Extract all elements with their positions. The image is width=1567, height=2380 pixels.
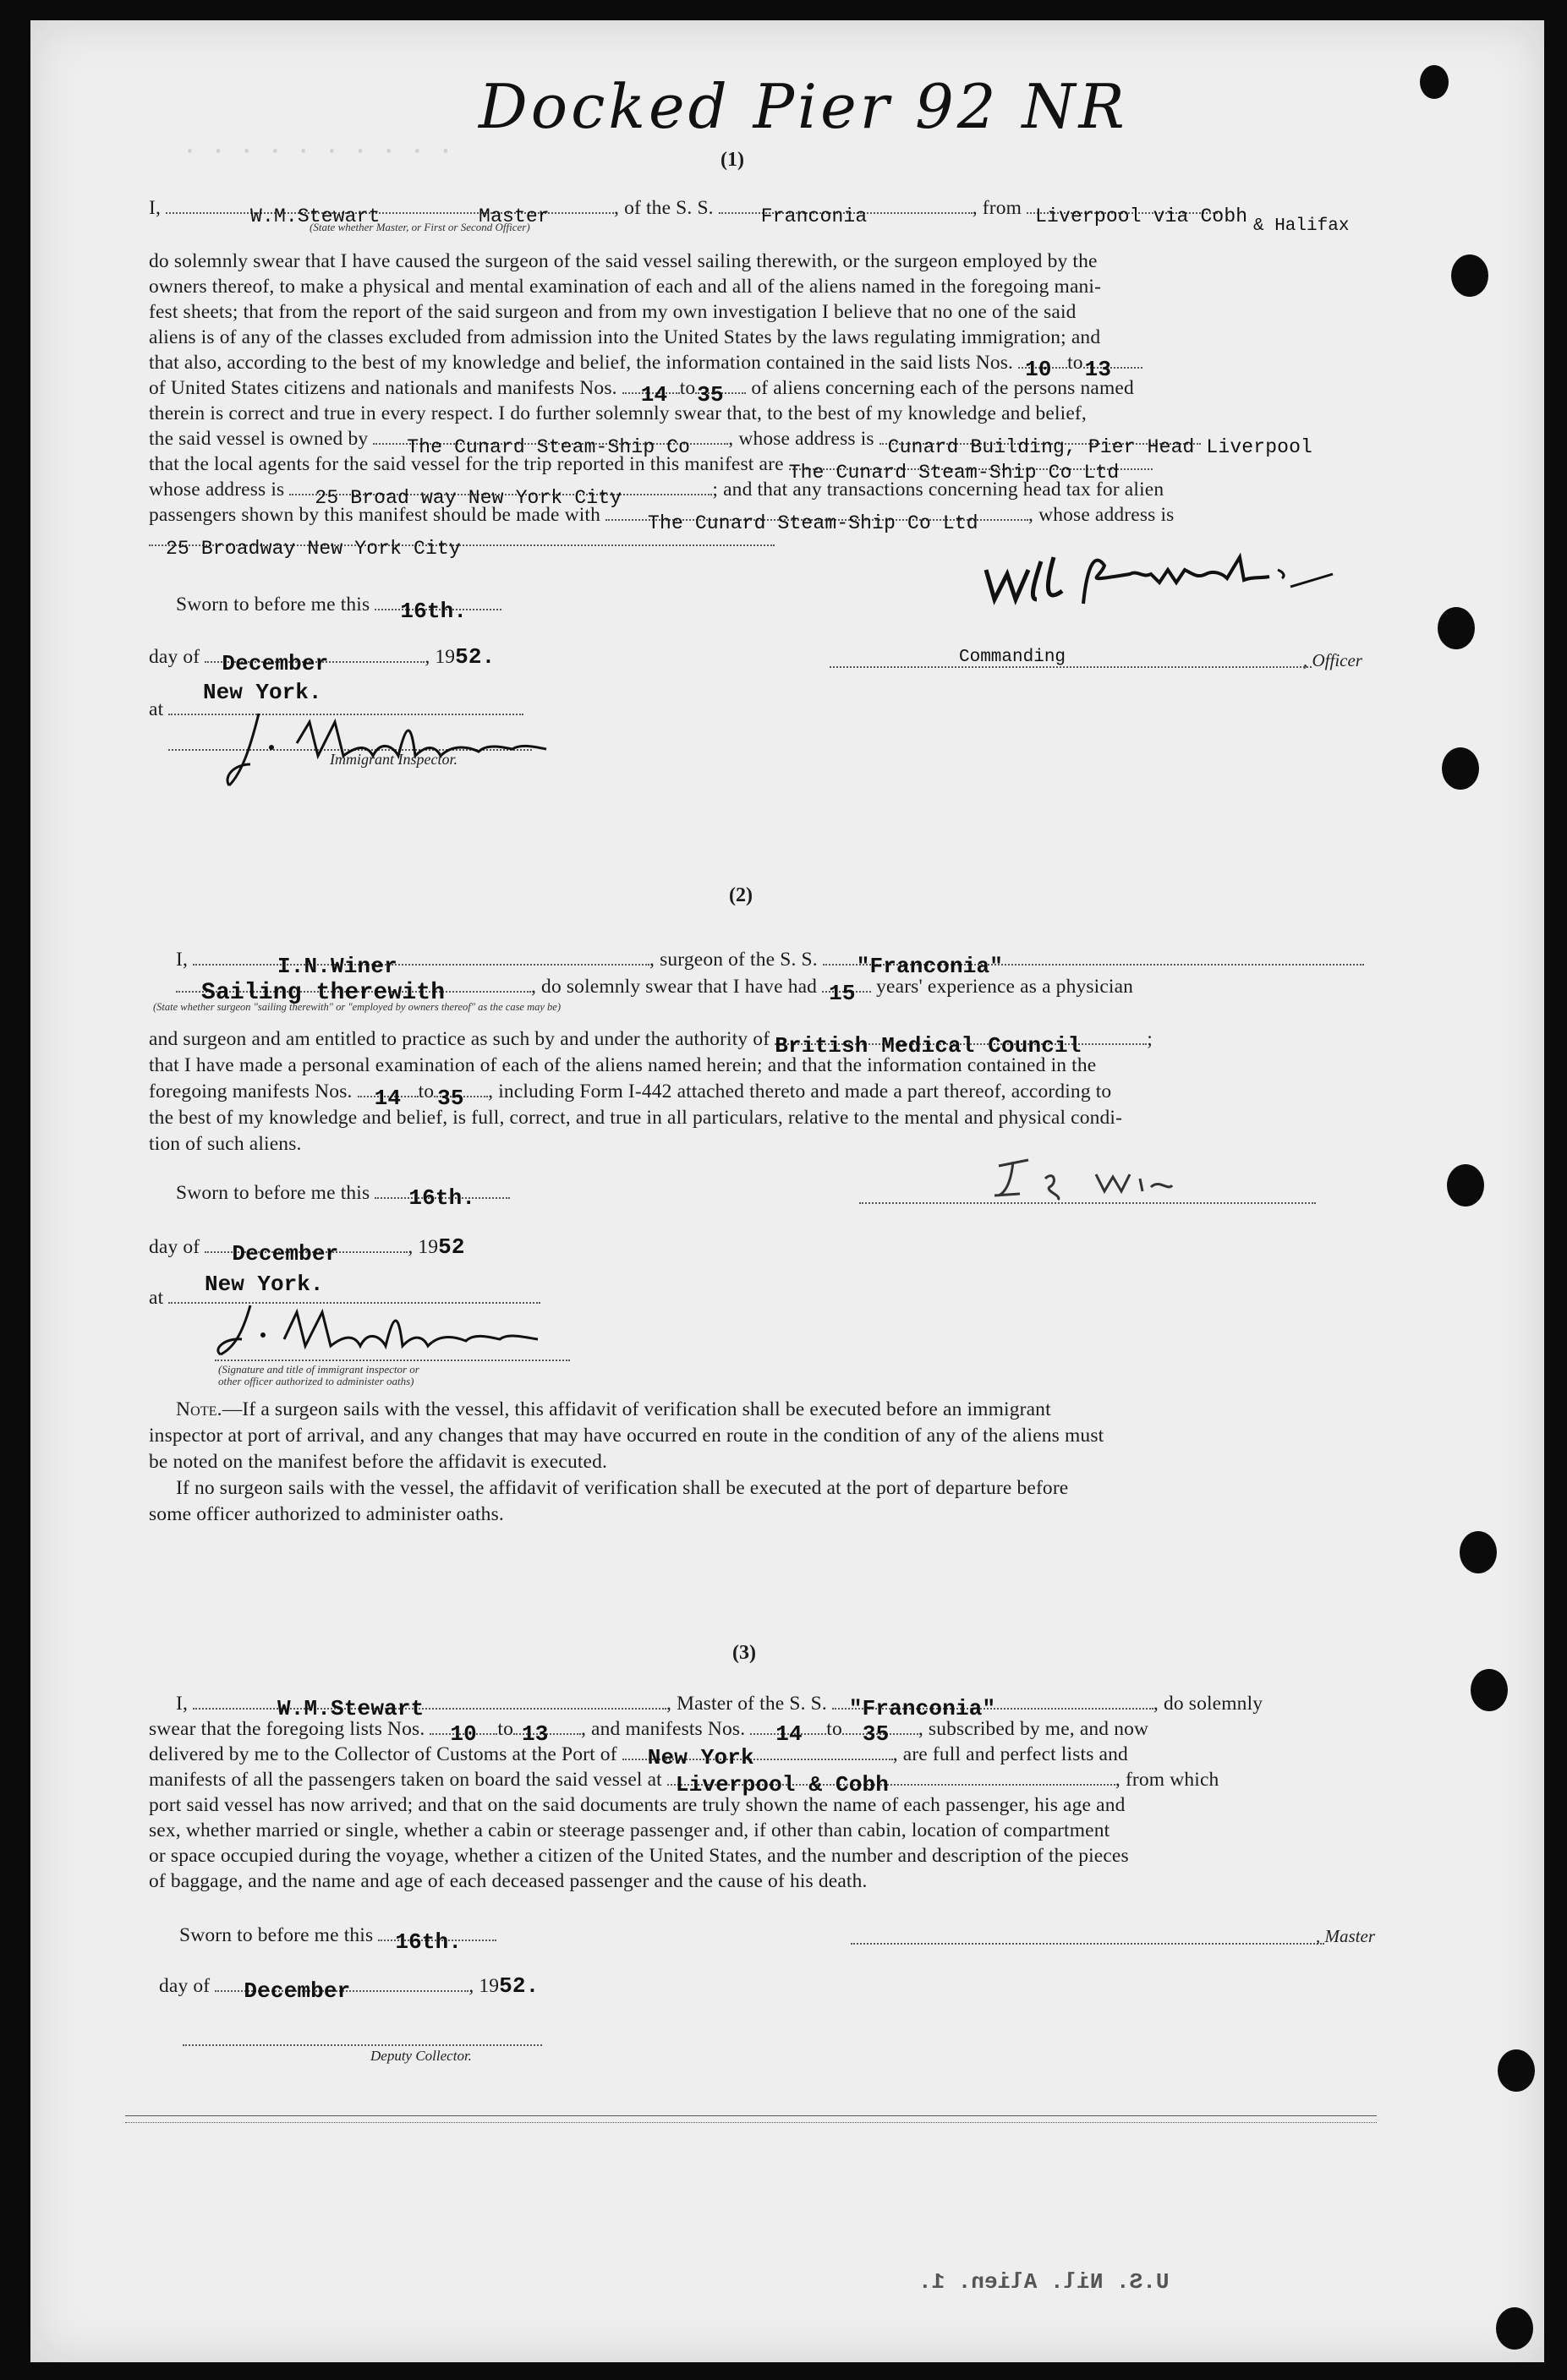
s1-at-line: at bbox=[149, 697, 523, 722]
punch-hole bbox=[1460, 1531, 1497, 1573]
note-line-2: inspector at port of arrival, and any changes that may have occurred en route in the condition of any of the aliens must bbox=[149, 1425, 1104, 1447]
s1-dayof-line: day of December , 1952. bbox=[149, 644, 496, 676]
from-port: Liverpool via Cobh bbox=[1035, 205, 1248, 227]
s3-line-6: sex, whether married or single, whether a cabin or steerage passenger and, if other than cabin, location of compartment bbox=[149, 1819, 1110, 1841]
form-number: U.S. Nil. Alien. 1. bbox=[918, 2269, 1170, 2295]
bleed-through-text: · · · · · · · · · · bbox=[183, 139, 453, 165]
bottom-rule-2 bbox=[125, 2122, 1377, 2123]
manifests-from: 14 bbox=[640, 382, 668, 408]
s2-sworn-line: Sworn to before me this 16th. bbox=[176, 1180, 510, 1206]
s3-taken-at: Liverpool & Cobh bbox=[675, 1772, 889, 1797]
s2-line-6: the best of my knowledge and belief, is full, correct, and true in all particulars, relative to the mental and physical condi- bbox=[149, 1107, 1123, 1129]
s3-master-name: W.M.Stewart bbox=[277, 1696, 425, 1721]
punch-hole bbox=[1420, 65, 1449, 99]
s1-sworn-line: Sworn to before me this 16th. bbox=[176, 592, 501, 617]
vessel-owner: The Cunard Steam-Ship Co bbox=[407, 436, 691, 458]
years-experience: 15 bbox=[829, 981, 856, 1006]
agents-address: 25 Broad way New York City bbox=[315, 487, 622, 509]
surgeon-name: I.N.Winer bbox=[277, 954, 397, 979]
master-role-caption: (State whether Master, or First or Second Officer) bbox=[310, 221, 530, 233]
s1-line-8: therein is correct and true in every respect. I do further solemnly swear that, to the best of my knowledge and belief, bbox=[149, 402, 1087, 424]
officer-rank: Commanding bbox=[959, 648, 1066, 667]
s2-sworn-day: 16th. bbox=[408, 1185, 476, 1211]
note-line-1: Note.—If a surgeon sails with the vessel, this affidavit of verification shall be executed before an immigrant bbox=[176, 1398, 1051, 1420]
s3-master-caption: , Master bbox=[1316, 1926, 1375, 1946]
s3-sworn-month: December bbox=[244, 1978, 351, 2004]
inspector-caption-2b: other officer authorized to administer oaths) bbox=[218, 1375, 414, 1387]
s1-sworn-place: New York. bbox=[203, 680, 322, 705]
punch-hole bbox=[1451, 254, 1488, 297]
s3-manifests-to: 35 bbox=[862, 1721, 890, 1747]
punch-hole bbox=[1498, 2049, 1535, 2092]
s3-dayof-line: day of December , 1952. bbox=[159, 1973, 540, 2004]
s2-line-3: and surgeon and am entitled to practice as such by and under the authority of British Medical Council ; bbox=[149, 1028, 1153, 1059]
ship-name: Franconia bbox=[760, 205, 868, 227]
head-tax-with: The Cunard Steam-Ship Co Ltd bbox=[648, 512, 978, 534]
s2-sworn-month: December bbox=[232, 1241, 339, 1267]
document-page bbox=[30, 20, 1544, 2362]
section-number-2: (2) bbox=[729, 884, 753, 906]
s3-manifests-from: 14 bbox=[775, 1721, 803, 1747]
note-line-4: If no surgeon sails with the vessel, the affidavit of verification shall be executed at the port of departure before bbox=[176, 1477, 1069, 1499]
s1-line-3: owners thereof, to make a physical and mental examination of each and all of the aliens named in the foregoing mani- bbox=[149, 276, 1102, 298]
s2-line-1: I, I.N.Winer , surgeon of the S. S. "Franconia" bbox=[176, 947, 1364, 972]
master-signature bbox=[935, 528, 1375, 621]
surgeon-status: Sailing therewith bbox=[201, 980, 446, 1006]
s1-line-2: do solemnly swear that I have caused the surgeon of the said vessel sailing therewith, or the surgeon employed by the bbox=[149, 250, 1098, 272]
s3-line-4: manifests of all the passengers taken on board the said vessel at Liverpool & Cobh , from which bbox=[149, 1769, 1219, 1797]
officer-caption: , Officer bbox=[1303, 650, 1362, 670]
s3-line-7: or space occupied during the voyage, whether a citizen of the United States, and the number and description of the pieces bbox=[149, 1845, 1129, 1867]
medical-authority: British Medical Council bbox=[775, 1033, 1082, 1059]
surgeon-status-caption: (State whether surgeon "sailing therewith" or "employed by owners thereof" as the case may be) bbox=[153, 1001, 562, 1013]
s2-ship-name: "Franconia" bbox=[856, 954, 1004, 979]
s2-dayof-line: day of December , 1952 bbox=[149, 1234, 465, 1267]
s1-line-6: that also, according to the best of my knowledge and belief, the information contained in the said lists Nos. 10 to 13 bbox=[149, 350, 1142, 375]
s2-line-5: foregoing manifests Nos. 14 to 35 , including Form I-442 attached thereto and made a part thereof, according to bbox=[149, 1081, 1112, 1111]
local-agents: The Cunard Steam-Ship Co Ltd bbox=[788, 462, 1120, 484]
bottom-rule bbox=[125, 2115, 1377, 2116]
punch-hole bbox=[1496, 2307, 1533, 2350]
s1-line-10: that the local agents for the said vessel for the trip reported in this manifest are The Cunard Steam-Ship Co Ltd bbox=[149, 451, 1153, 477]
s2-manifests-from: 14 bbox=[374, 1086, 402, 1111]
s1-sworn-day: 16th. bbox=[400, 599, 468, 624]
note-line-3: be noted on the manifest before the affidavit is executed. bbox=[149, 1451, 608, 1473]
head-tax-address: 25 Broadway New York City bbox=[166, 538, 461, 560]
master-role: Master bbox=[479, 205, 550, 227]
s1-sworn-year: 52. bbox=[455, 644, 496, 670]
s1-line-5: aliens is of any of the classes excluded from admission into the United States by the laws regulating immigration; and bbox=[149, 326, 1101, 348]
s3-line-5: port said vessel has now arrived; and that on the said documents are truly shown the name of each passenger, his age and bbox=[149, 1794, 1126, 1816]
s3-line-2: swear that the foregoing lists Nos. 10 to 13 , and manifests Nos. 14 to 35 , subscribed by me, and now bbox=[149, 1718, 1149, 1747]
owner-address: Cunard Building, Pier Head Liverpool bbox=[887, 436, 1312, 458]
section-number-1: (1) bbox=[720, 149, 744, 171]
punch-hole bbox=[1442, 747, 1479, 790]
s2-line-7: tion of such aliens. bbox=[149, 1133, 302, 1155]
s2-manifests-to: 35 bbox=[437, 1086, 464, 1111]
s2-sworn-place: New York. bbox=[205, 1272, 324, 1297]
s3-line-3: delivered by me to the Collector of Customs at the Port of New York , are full and perfect lists and bbox=[149, 1743, 1128, 1770]
inspector-caption-2a: (Signature and title of immigrant inspector or bbox=[218, 1363, 419, 1376]
punch-hole bbox=[1447, 1164, 1484, 1206]
s3-port: New York bbox=[647, 1745, 754, 1770]
s2-at-line: at bbox=[149, 1285, 540, 1310]
inspector-signature-1 bbox=[216, 697, 589, 790]
s3-lists-to: 13 bbox=[521, 1721, 549, 1747]
s1-line-1: I, W.M.Stewart Master , of the S. S. Franconia , from Liverpool via Cobh bbox=[149, 197, 1248, 227]
s1-sworn-month: December bbox=[222, 651, 329, 676]
punch-hole bbox=[1471, 1669, 1508, 1711]
s3-sworn-year: 52. bbox=[499, 1973, 540, 1999]
s1-line-12: passengers shown by this manifest should be made with The Cunard Steam-Ship Co Ltd , whose address is bbox=[149, 504, 1175, 534]
s1-line-7: of United States citizens and nationals and manifests Nos. 14 to 35 of aliens concerning each of the persons named bbox=[149, 377, 1134, 408]
s3-line-1: I, W.M.Stewart , Master of the S. S. "Franconia" , do solemnly bbox=[176, 1693, 1263, 1721]
s3-line-8: of baggage, and the name and age of each deceased passenger and the cause of his death. bbox=[149, 1870, 868, 1892]
deputy-collector-caption: Deputy Collector. bbox=[370, 2048, 472, 2064]
manifests-to: 35 bbox=[697, 382, 724, 408]
s1-line-9: the said vessel is owned by The Cunard Steam-Ship Co , whose address is Cunard Building, Pier Head Liverpool bbox=[149, 428, 1312, 458]
from-port-extra: & Halifax bbox=[1253, 216, 1350, 236]
s2-line-4: that I have made a personal examination of each of the aliens named herein; and that the information contained in the bbox=[149, 1054, 1097, 1076]
s3-sworn-day: 16th. bbox=[395, 1929, 463, 1955]
section-number-3: (3) bbox=[732, 1642, 756, 1664]
s1-line-11: whose address is 25 Broad way New York City ; and that any transactions concerning head tax for alien bbox=[149, 479, 1164, 509]
s1-line-4: fest sheets; that from the report of the said surgeon and from my own investigation I believe that no one of the said bbox=[149, 301, 1077, 323]
s3-lists-from: 10 bbox=[450, 1721, 477, 1747]
note-line-5: some officer authorized to administer oaths. bbox=[149, 1503, 504, 1525]
s2-sworn-year: 52 bbox=[438, 1234, 465, 1260]
lists-from: 10 bbox=[1025, 357, 1052, 382]
handwritten-note: Docked Pier 92 NR bbox=[479, 71, 1128, 142]
s3-sworn-line: Sworn to before me this 16th. bbox=[179, 1923, 496, 1948]
master-name: W.M.Stewart bbox=[250, 205, 381, 227]
punch-hole bbox=[1438, 607, 1475, 649]
s3-ship-name: "Franconia" bbox=[848, 1696, 996, 1721]
inspector-caption: Immigrant Inspector. bbox=[330, 751, 457, 768]
s1-line-13 bbox=[149, 528, 775, 560]
lists-to: 13 bbox=[1084, 357, 1112, 382]
s2-line-2: Sailing therewith , do solemnly swear that I have had 15 years' experience as a physician bbox=[176, 974, 1133, 999]
